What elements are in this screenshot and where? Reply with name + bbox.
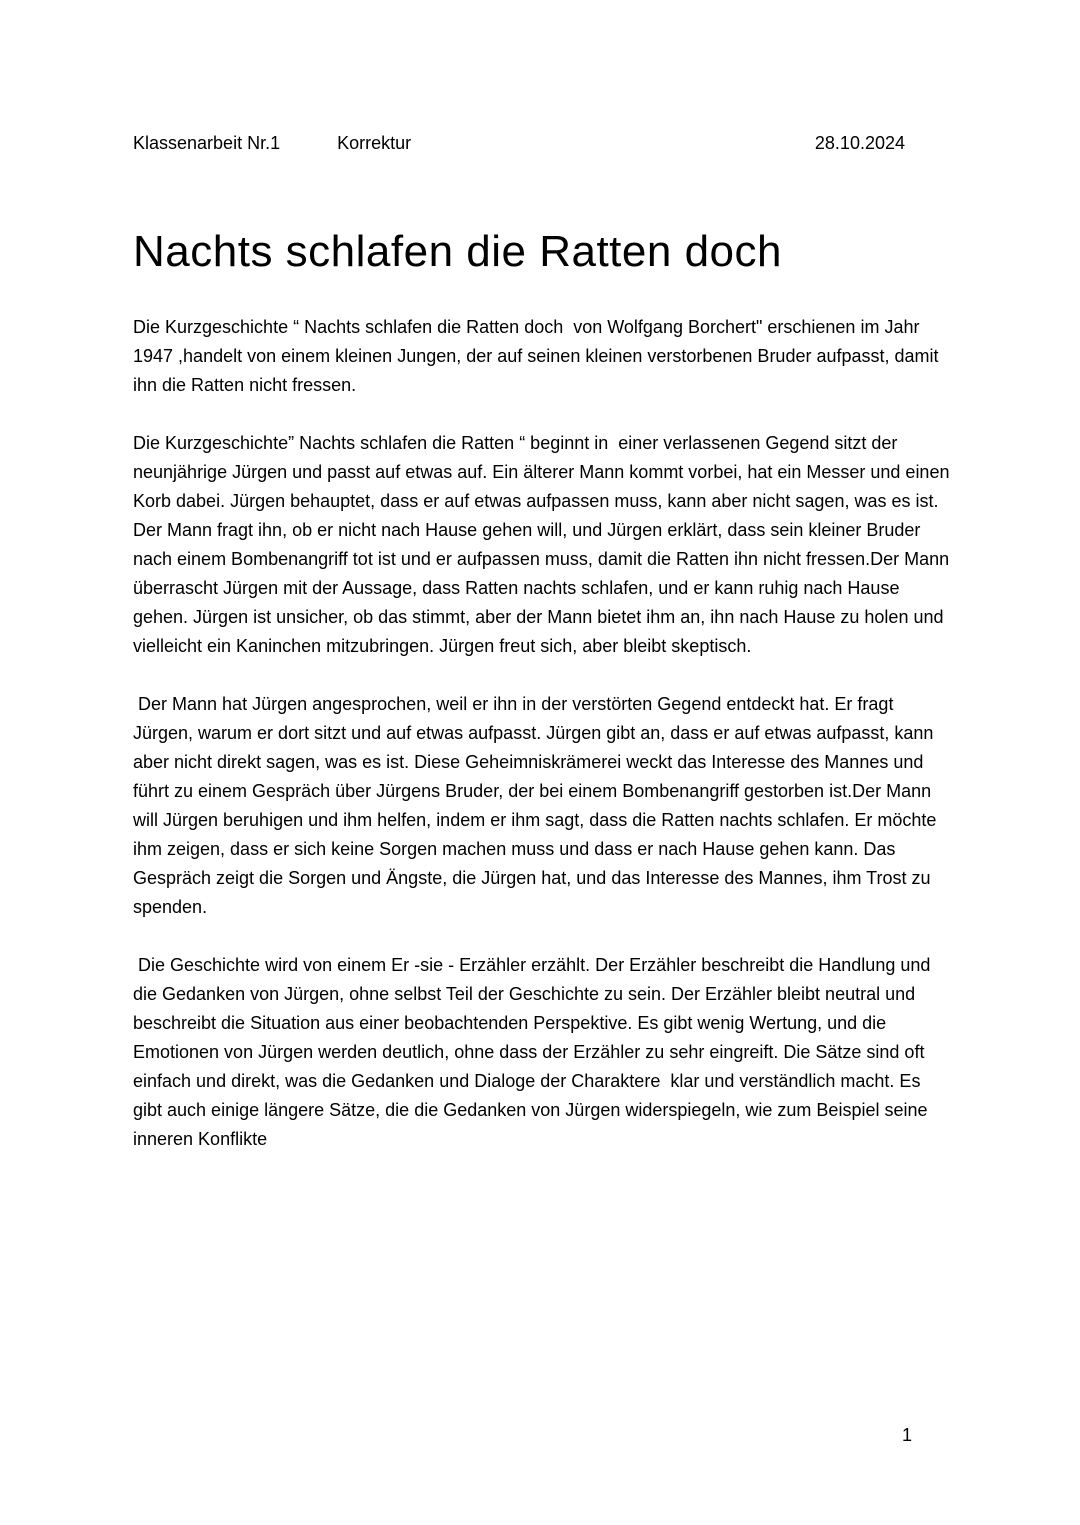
document-title: Nachts schlafen die Ratten doch [133, 227, 782, 276]
document-body [133, 313, 955, 1154]
paragraph-character-analysis: Der Mann hat Jürgen angesprochen, weil er ihn in der verstörten Gegend entdeckt hat. Er fragt Jürgen, warum er dort sitzt und auf etwas aufpasst. Jürgen gibt an, dass er auf etwas aufpasst, kann aber nicht direkt sagen, was es ist. Diese Geheimniskrämerei weckt das Interesse des Mannes und führt zu einem Gespräch über Jürgens Bruder, der bei einem Bombenangriff gestorben ist.Der Mann will Jürgen beruhigen und ihm helfen, indem er ihm sagt, dass die Ratten nachts schlafen. Er möchte ihm zeigen, dass er sich keine Sorgen machen muss und dass er nach Hause gehen kann. Das Gespräch zeigt die Sorgen und Ängste, die Jürgen hat, und das Interesse des Mannes, ihm Trost zu spenden. [133, 694, 942, 917]
page-number: 1 [901, 1425, 912, 1445]
paragraph-introduction: Die Kurzgeschichte “ Nachts schlafen die Ratten doch von Wolfgang Borchert" erschienen im Jahr 1947 ,handelt von einem kleinen Jungen, der auf seinen kleinen verstorbenen Bruder aufpasst, damit ihn die Ratten nicht fressen. [133, 317, 944, 395]
paragraph-plot-summary: Die Kurzgeschichte” Nachts schlafen die Ratten “ beginnt in einer verlassenen Gegend sitzt der neunjährige Jürgen und passt auf etwas auf. Ein älterer Mann kommt vorbei, hat ein Messer und einen Korb dabei. Jürgen behauptet, dass er auf etwas aufpassen muss, kann aber nicht sagen, was es ist. Der Mann fragt ihn, ob er nicht nach Hause gehen will, und Jürgen erklärt, dass sein kleiner Bruder nach einem Bombenangriff tot ist und er aufpassen muss, damit die Ratten ihn nicht fressen.Der Mann überrascht Jürgen mit der Aussage, dass Ratten nachts schlafen, und er kann ruhig nach Hause gehen. Jürgen ist unsicher, ob das stimmt, aber der Mann bietet ihm an, ihn nach Hause zu holen und vielleicht ein Kaninchen mitzubringen. Jürgen freut sich, aber bleibt skeptisch. [133, 433, 955, 656]
header-correction-label: Korrektur [337, 133, 412, 153]
header-assignment-label: Klassenarbeit Nr.1 [133, 133, 281, 153]
document-header [133, 133, 950, 154]
header-date: 28.10.2024 [814, 133, 905, 153]
header-left-group [133, 133, 411, 154]
paragraph-narrator-analysis: Die Geschichte wird von einem Er -sie - Erzähler erzählt. Der Erzähler beschreibt die Handlung und die Gedanken von Jürgen, ohne selbst Teil der Geschichte zu sein. Der Erzähler bleibt neutral und beschreibt die Situation aus einer beobachtenden Perspektive. Es gibt wenig Wertung, und die Emotionen von Jürgen werden deutlich, ohne dass der Erzähler zu sehr eingreift. Die Sätze sind oft einfach und direkt, was die Gedanken und Dialoge der Charaktere klar und verständlich macht. Es gibt auch einige längere Sätze, die die Gedanken von Jürgen widerspiegeln, wie zum Beispiel seine inneren Konflikte [133, 955, 936, 1149]
